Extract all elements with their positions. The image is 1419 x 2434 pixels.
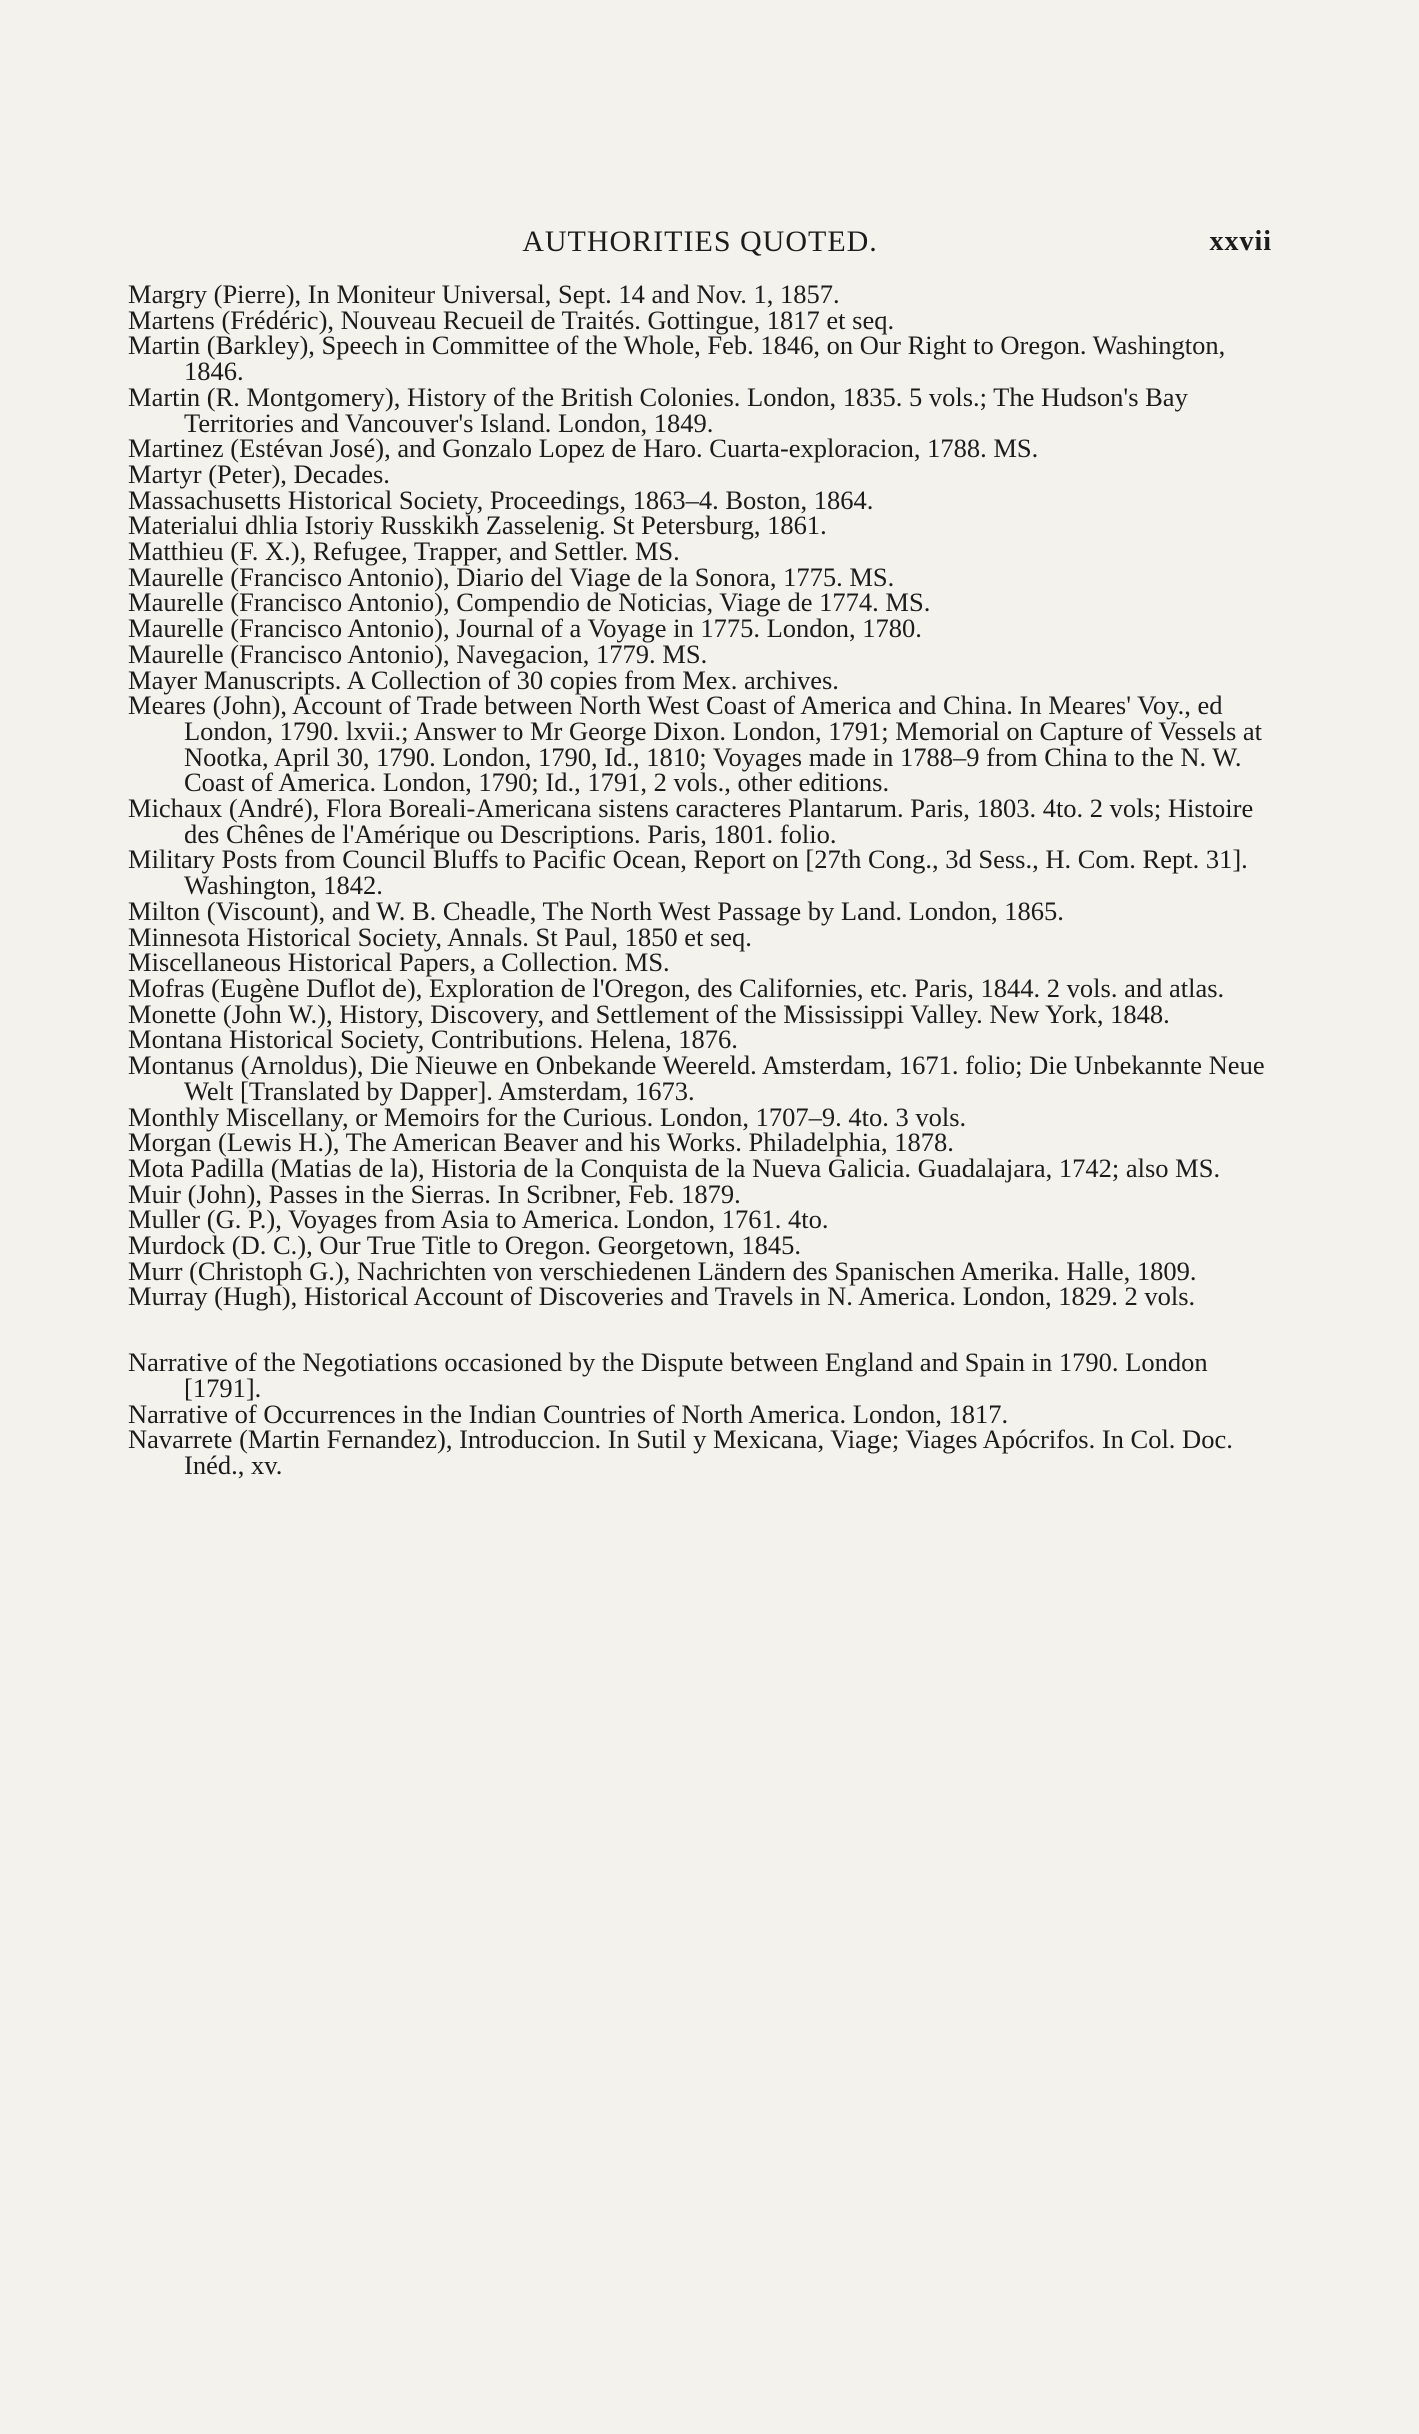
bibliography-entry: Martinez (Estévan José), and Gonzalo Lopez de Haro. Cuarta-exploracion, 1788. MS.: [128, 433, 1039, 464]
bibliography-entry: Narrative of Occurrences in the Indian Countries of North America. London, 1817.: [128, 1398, 1009, 1429]
bibliography-entry: Meares (John), Account of Trade between North West Coast of America and China. In Meares' Voy., ed London, 1790. lxvii.; Answer to Mr George Dixon. London, 1791; Memorial on Capture of Vessels at Nootka, April 30, 1790. London, 1790, Id., 1810; Voyages made in 1788–9 from China to the N. W. Coast of America. London, 1790; Id., 1791, 2 vols., other editions.: [128, 690, 1263, 798]
bibliography-entry: Milton (Viscount), and W. B. Cheadle, The North West Passage by Land. London, 1865.: [128, 895, 1064, 926]
page-number: xxvii: [1209, 226, 1272, 257]
bibliography-entry: Narrative of the Negotiations occasioned by the Dispute between England and Spain in 1790. London [1791].: [128, 1347, 1208, 1403]
bibliography-entry: Murray (Hugh), Historical Account of Discoveries and Travels in N. America. London, 1829. 2 vols.: [128, 1281, 1196, 1312]
bibliography-entry: Muller (G. P.), Voyages from Asia to America. London, 1761. 4to.: [128, 1204, 829, 1235]
bibliography-entry: Montana Historical Society, Contributions. Helena, 1876.: [128, 1024, 738, 1055]
bibliography-entry: Navarrete (Martin Fernandez), Introduccion. In Sutil y Mexicana, Viage; Viages Apócrifos. In Col. Doc. Inéd., xv.: [128, 1424, 1233, 1480]
bibliography-entry: Maurelle (Francisco Antonio), Journal of a Voyage in 1775. London, 1780.: [128, 613, 922, 644]
bibliography-entry: Michaux (André), Flora Boreali-Americana sistens caracteres Plantarum. Paris, 1803. 4to. 2 vols; Histoire des Chênes de l'Amérique ou Descriptions. Paris, 1801. folio.: [128, 793, 1254, 849]
bibliography-entry: Minnesota Historical Society, Annals. St Paul, 1850 et seq.: [128, 921, 752, 952]
bibliography-entry: Massachusetts Historical Society, Proceedings, 1863–4. Boston, 1864.: [128, 484, 874, 515]
bibliography-entry: Mota Padilla (Matias de la), Historia de la Conquista de la Nueva Galicia. Guadalajara, 1742; also MS.: [128, 1152, 1221, 1183]
bibliography-entry: Muir (John), Passes in the Sierras. In Scribner, Feb. 1879.: [128, 1178, 741, 1209]
bibliography-entry: Maurelle (Francisco Antonio), Diario del Viage de la Sonora, 1775. MS.: [128, 561, 895, 592]
bibliography-entry: Mofras (Eugène Duflot de), Exploration de l'Oregon, des Californies, etc. Paris, 1844. 2 vols. and atlas.: [128, 972, 1225, 1003]
bibliography-entry: Matthieu (F. X.), Refugee, Trapper, and Settler. MS.: [128, 536, 680, 567]
bibliography-entry: Maurelle (Francisco Antonio), Compendio de Noticias, Viage de 1774. MS.: [128, 587, 931, 618]
bibliography-entry: Martin (Barkley), Speech in Committee of the Whole, Feb. 1846, on Our Right to Oregon. Washington, 1846.: [128, 330, 1226, 387]
bibliography-entry: Miscellaneous Historical Papers, a Collection. MS.: [128, 947, 670, 978]
bibliography-entry: Martens (Frédéric), Nouveau Recueil de Traités. Gottingue, 1817 et seq.: [128, 304, 895, 335]
bibliography-entry: Mayer Manuscripts. A Collection of 30 copies from Mex. archives.: [128, 664, 839, 695]
bibliography-entry: Martin (R. Montgomery), History of the British Colonies. London, 1835. 5 vols.; The Hudson's Bay Territories and Vancouver's Island. London, 1849.: [128, 381, 1188, 438]
bibliography-entry: Morgan (Lewis H.), The American Beaver and his Works. Philadelphia, 1878.: [128, 1127, 954, 1158]
bibliography-entry: Monette (John W.), History, Discovery, and Settlement of the Mississippi Valley. New York, 1848.: [128, 998, 1170, 1029]
bibliography-entry: Materialui dhlia Istoriy Russkikh Zasselenig. St Petersburg, 1861.: [128, 510, 827, 541]
page-title: AUTHORITIES QUOTED.: [522, 225, 878, 258]
bibliography-entry: Martyr (Peter), Decades.: [128, 458, 390, 489]
bibliography-entry: Margry (Pierre), In Moniteur Universal, Sept. 14 and Nov. 1, 1857.: [128, 279, 840, 309]
bibliography-entry: Monthly Miscellany, or Memoirs for the Curious. London, 1707–9. 4to. 3 vols.: [128, 1101, 967, 1132]
bibliography-list: [128, 279, 1272, 1480]
bibliography-entry: Murr (Christoph G.), Nachrichten von verschiedenen Ländern des Spanischen Amerika. Halle, 1809.: [128, 1255, 1197, 1286]
bibliography-entry: Montanus (Arnoldus), Die Nieuwe en Onbekande Weereld. Amsterdam, 1671. folio; Die Unbekannte Neue Welt [Translated by Dapper]. Amsterdam, 1673.: [128, 1050, 1265, 1106]
bibliography-entry: Murdock (D. C.), Our True Title to Oregon. Georgetown, 1845.: [128, 1230, 802, 1261]
section-gap: [128, 1310, 1272, 1350]
bibliography-entry: Military Posts from Council Bluffs to Pacific Ocean, Report on [27th Cong., 3d Sess., H. Com. Rept. 31]. Washington, 1842.: [128, 844, 1248, 901]
bibliography-entry: Maurelle (Francisco Antonio), Navegacion, 1779. MS.: [128, 638, 708, 669]
running-head: [128, 222, 1272, 262]
